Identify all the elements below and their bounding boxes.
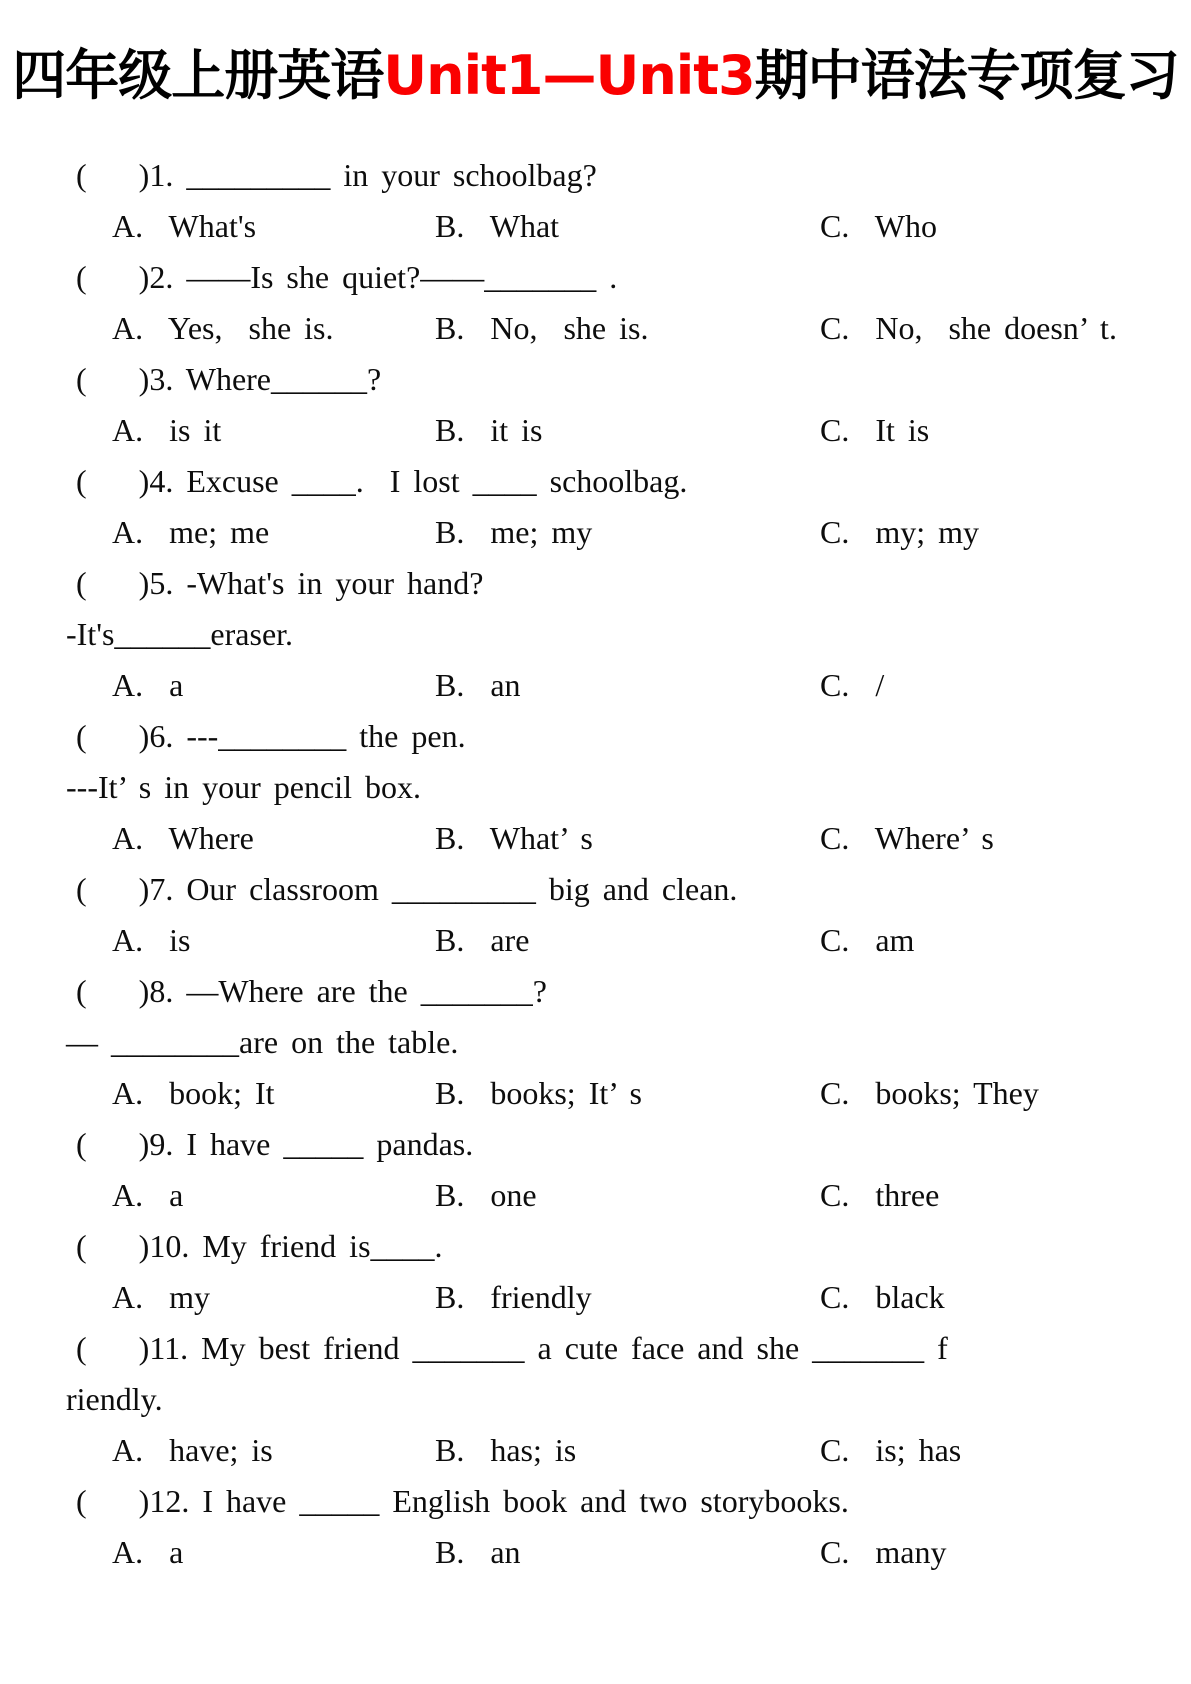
option-b: B. it is: [435, 412, 543, 448]
question-11-continuation: riendly.: [66, 1381, 163, 1417]
option-c: C. No, she doesn’ t.: [820, 310, 1117, 346]
question-12-line: ( )12. I have _____ English book and two storybooks.: [76, 1483, 849, 1519]
title-segment-black-right: 期中语法专项复习: [754, 44, 1179, 107]
question-11-options: [0, 1425, 1191, 1476]
option-c: C. my; my: [820, 514, 980, 550]
question-8-continuation: — ________are on the table.: [66, 1024, 459, 1060]
question-3-options: [0, 405, 1191, 456]
option-a: A. book; It: [112, 1075, 275, 1111]
option-a: A. is: [112, 922, 191, 958]
option-a: A. is it: [112, 412, 222, 448]
option-a: A. Yes, she is.: [112, 310, 334, 346]
question-5-line: ( )5. -What's in your hand?: [76, 565, 484, 601]
option-a: A. a: [112, 1177, 184, 1213]
option-a: A. What's: [112, 208, 257, 244]
question-6-line: ( )6. ---________ the pen.: [76, 718, 466, 754]
option-a: A. me; me: [112, 514, 270, 550]
question-6-continuation: ---It’ s in your pencil box.: [66, 769, 421, 805]
option-b: B. books; It’ s: [435, 1075, 642, 1111]
option-b: B. me; my: [435, 514, 593, 550]
question-10-options: [0, 1272, 1191, 1323]
question-3-line: ( )3. Where______?: [76, 361, 382, 397]
option-c: C. many: [820, 1534, 947, 1570]
option-c: C. It is: [820, 412, 930, 448]
option-b: B. an: [435, 1534, 521, 1570]
option-c: C. /: [820, 667, 885, 703]
title-segment-black-left: 四年级上册英语: [12, 44, 384, 107]
question-1-options: [0, 201, 1191, 252]
option-c: C. black: [820, 1279, 945, 1315]
option-c: C. books; They: [820, 1075, 1039, 1111]
question-2-options: [0, 303, 1191, 354]
option-b: B. an: [435, 667, 521, 703]
option-b: B. What: [435, 208, 560, 244]
question-12-options: [0, 1527, 1191, 1578]
option-b: B. friendly: [435, 1279, 592, 1315]
option-a: A. a: [112, 667, 184, 703]
question-2-line: ( )2. ——Is she quiet?——_______ .: [76, 259, 618, 295]
option-a: A. my: [112, 1279, 210, 1315]
option-b: B. one: [435, 1177, 537, 1213]
option-b: B. are: [435, 922, 530, 958]
question-4-options: [0, 507, 1191, 558]
question-11-line: ( )11. My best friend _______ a cute face and she _______ f: [76, 1330, 948, 1366]
question-4-line: ( )4. Excuse ____. I lost ____ schoolbag.: [76, 463, 688, 499]
option-a: A. Where: [112, 820, 254, 856]
question-10-line: ( )10. My friend is____.: [76, 1228, 443, 1264]
option-a: A. a: [112, 1534, 184, 1570]
question-5-options: [0, 660, 1191, 711]
question-8-line: ( )8. —Where are the _______?: [76, 973, 547, 1009]
question-7-options: [0, 915, 1191, 966]
option-c: C. Where’ s: [820, 820, 994, 856]
question-1-line: ( )1. _________ in your schoolbag?: [76, 157, 597, 193]
option-b: B. What’ s: [435, 820, 593, 856]
questions-list: [0, 150, 1191, 1578]
option-c: C. am: [820, 922, 915, 958]
option-a: A. have; is: [112, 1432, 273, 1468]
question-9-line: ( )9. I have _____ pandas.: [76, 1126, 474, 1162]
option-b: B. has; is: [435, 1432, 577, 1468]
question-5-continuation: -It's______eraser.: [66, 616, 294, 652]
option-c: C. is; has: [820, 1432, 962, 1468]
question-6-options: [0, 813, 1191, 864]
option-c: C. Who: [820, 208, 937, 244]
page-title: [10, 34, 1181, 118]
option-c: C. three: [820, 1177, 940, 1213]
question-8-options: [0, 1068, 1191, 1119]
option-b: B. No, she is.: [435, 310, 649, 346]
question-7-line: ( )7. Our classroom _________ big and clean.: [76, 871, 738, 907]
question-9-options: [0, 1170, 1191, 1221]
title-segment-red-units: Unit1—Unit3: [383, 44, 755, 107]
